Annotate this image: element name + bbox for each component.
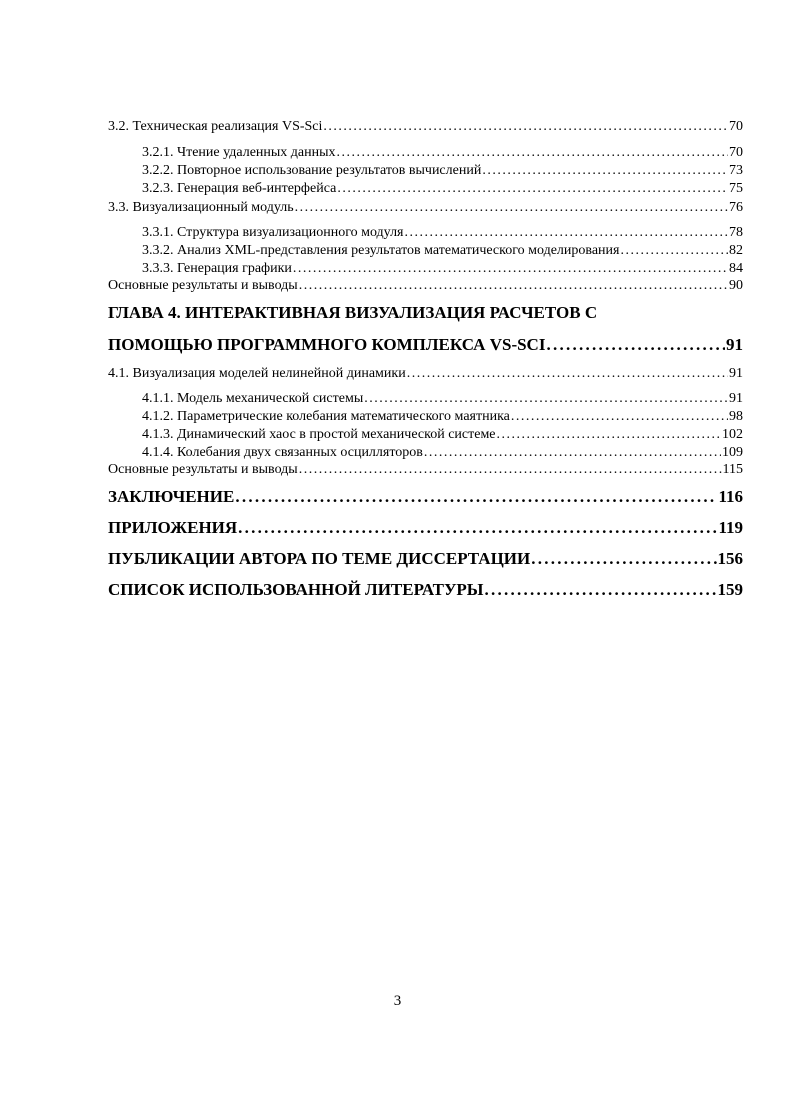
- toc-entry-title: 4.1.2. Параметрические колебания математического маятника: [142, 409, 510, 424]
- toc-entry-title: 3.2. Техническая реализация VS-Sci: [108, 119, 323, 134]
- toc-entry-page: 159: [717, 580, 743, 599]
- toc-entry-title: 4.1.3. Динамический хаос в простой механической системе: [142, 427, 496, 442]
- leader-dots: [293, 261, 728, 277]
- leader-dots: [235, 487, 717, 507]
- toc-entry[interactable]: [142, 261, 743, 277]
- leader-dots: [337, 145, 728, 161]
- toc-entry[interactable]: [142, 243, 743, 259]
- toc-entry-title: 3.3. Визуализационный модуль: [108, 200, 294, 215]
- toc-entry-page: 116: [718, 487, 743, 506]
- toc-entry[interactable]: [108, 200, 743, 216]
- toc-entry-page: 91: [729, 391, 743, 406]
- toc-entry-page: 70: [729, 119, 743, 134]
- toc-entry-title: ПУБЛИКАЦИИ АВТОРА ПО ТЕМЕ ДИССЕРТАЦИИ: [108, 549, 531, 568]
- leader-dots: [482, 163, 728, 179]
- toc-entry[interactable]: [142, 445, 743, 461]
- toc-entry[interactable]: [108, 119, 743, 135]
- toc-entry-chapter[interactable]: [108, 487, 743, 507]
- toc-entry-page: 84: [729, 261, 743, 276]
- toc-entry-page: 76: [729, 200, 743, 215]
- leader-dots: [295, 200, 728, 216]
- leader-dots: [531, 549, 716, 569]
- toc-entry-title: 3.2.3. Генерация веб-интерфейса: [142, 181, 337, 196]
- leader-dots: [620, 243, 728, 259]
- toc-entry-chapter[interactable]: [108, 518, 743, 538]
- toc-entry[interactable]: [108, 278, 743, 294]
- toc-entry-page: 102: [722, 427, 743, 442]
- toc-entry-chapter[interactable]: [108, 335, 743, 355]
- toc-entry[interactable]: [142, 427, 743, 443]
- toc-entry[interactable]: [142, 181, 743, 197]
- toc-entry-title: 3.3.1. Структура визуализационного модуля: [142, 225, 404, 240]
- leader-dots: [546, 335, 725, 355]
- toc-entry-title: 3.2.2. Повторное использование результатов вычислений: [142, 163, 482, 178]
- toc-entry-title: 4.1.1. Модель механической системы: [142, 391, 364, 406]
- toc-entry-chapter[interactable]: [108, 549, 743, 569]
- toc-entry-page: 75: [729, 181, 743, 196]
- toc-entry-title: СПИСОК ИСПОЛЬЗОВАННОЙ ЛИТЕРАТУРЫ: [108, 580, 484, 599]
- toc-entry-page: 119: [718, 518, 743, 537]
- leader-dots: [407, 366, 728, 382]
- leader-dots: [511, 409, 728, 425]
- leader-dots: [405, 225, 729, 241]
- leader-dots: [299, 462, 722, 478]
- leader-dots: [497, 427, 721, 443]
- leader-dots: [424, 445, 721, 461]
- toc-entry-page: 70: [729, 145, 743, 160]
- leader-dots: [485, 580, 717, 600]
- toc-entry-page: 91: [729, 366, 743, 381]
- leader-dots: [337, 181, 728, 197]
- toc-entry-title: ЗАКЛЮЧЕНИЕ: [108, 487, 235, 506]
- toc-entry-page: 115: [722, 462, 743, 477]
- toc-entry-page: 91: [726, 335, 743, 354]
- toc-entry-page: 82: [729, 243, 743, 258]
- toc-entry[interactable]: [108, 366, 743, 382]
- toc-entry-title: 4.1. Визуализация моделей нелинейной динамики: [108, 366, 406, 381]
- toc-entry-page: 98: [729, 409, 743, 424]
- toc-entry-title: Основные результаты и выводы: [108, 278, 298, 293]
- leader-dots: [364, 391, 728, 407]
- toc-entry[interactable]: [142, 391, 743, 407]
- toc-entry-page: 90: [729, 278, 743, 293]
- leader-dots: [323, 119, 728, 135]
- toc-entry-title: 3.3.2. Анализ XML-представления результатов математического моделирования: [142, 243, 620, 258]
- toc-entry-title: Основные результаты и выводы: [108, 462, 298, 477]
- leader-dots: [299, 278, 728, 294]
- toc-entry[interactable]: [142, 145, 743, 161]
- toc-entry[interactable]: [142, 225, 743, 241]
- chapter-heading-line1[interactable]: ГЛАВА 4. ИНТЕРАКТИВНАЯ ВИЗУАЛИЗАЦИЯ РАСЧЕТОВ С: [108, 303, 598, 322]
- toc-entry-title: ПОМОЩЬЮ ПРОГРАММНОГО КОМПЛЕКСА VS-SCI: [108, 335, 546, 354]
- page-number: 3: [393, 993, 402, 1009]
- toc-entry[interactable]: [108, 462, 743, 478]
- toc-entry-title: 4.1.4. Колебания двух связанных осцилляторов: [142, 445, 423, 460]
- toc-entry-title: ПРИЛОЖЕНИЯ: [108, 518, 238, 537]
- toc-entry[interactable]: [142, 409, 743, 425]
- toc-entry-page: 156: [717, 549, 743, 568]
- toc-entry-title: 3.3.3. Генерация графики: [142, 261, 292, 276]
- toc-entry[interactable]: [142, 163, 743, 179]
- toc-entry-page: 73: [729, 163, 743, 178]
- leader-dots: [238, 518, 717, 538]
- toc-entry-page: 78: [729, 225, 743, 240]
- toc-entry-page: 109: [722, 445, 743, 460]
- toc-entry-chapter[interactable]: [108, 580, 743, 600]
- toc-entry-title: 3.2.1. Чтение удаленных данных: [142, 145, 336, 160]
